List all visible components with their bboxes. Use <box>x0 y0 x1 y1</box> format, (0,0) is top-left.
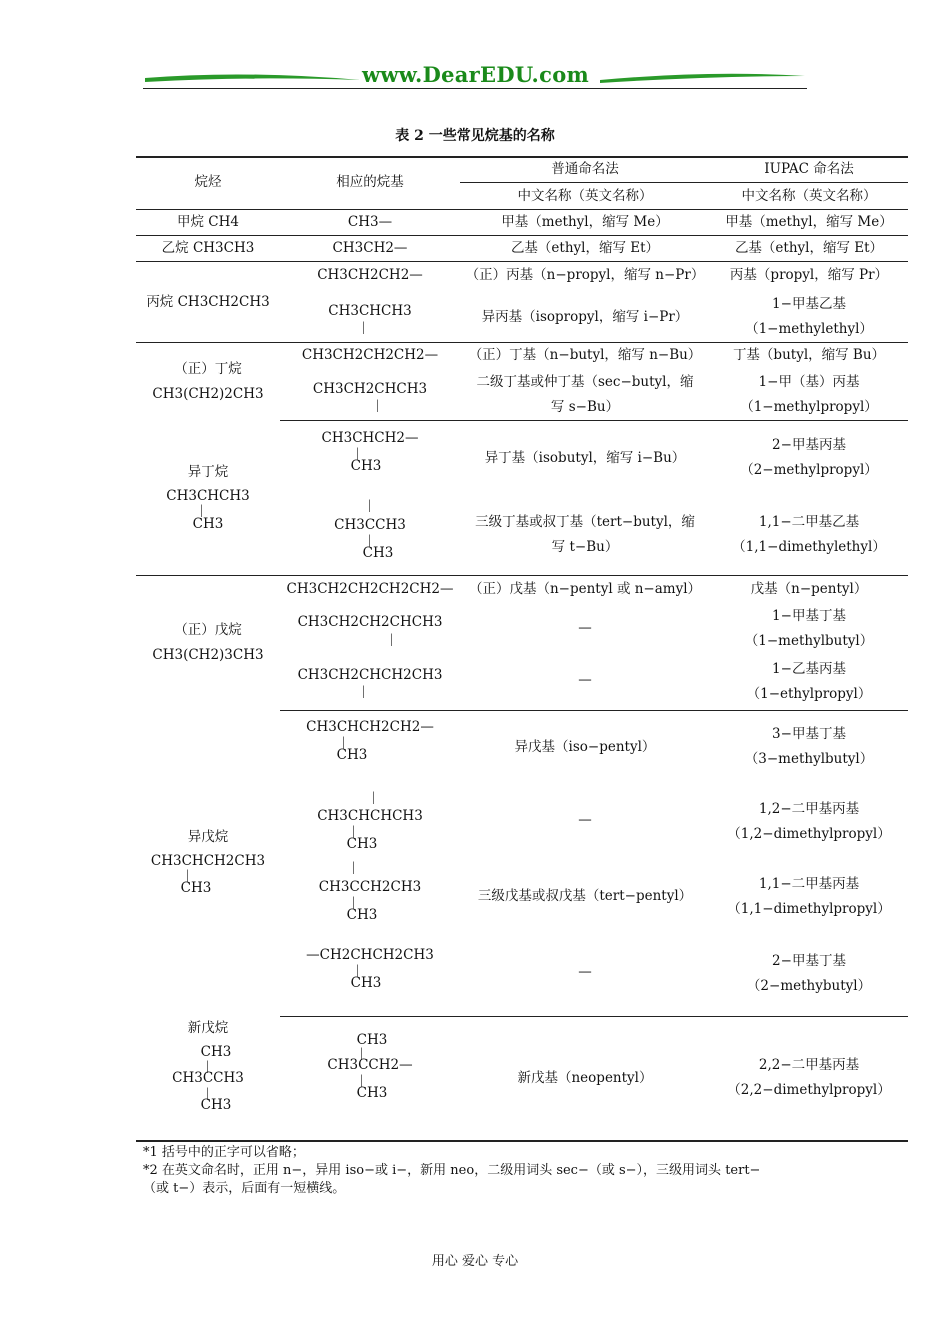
table-bottom-rule <box>136 1140 908 1142</box>
common-propyl: （正）丙基（n−propyl，缩写 n−Pr） <box>465 267 705 283</box>
iupac-1-ethylpropyl-en: （1−ethylpropyl） <box>746 686 872 702</box>
common-pentyl: （正）戊基（n−pentyl 或 n−amyl） <box>468 581 702 597</box>
footnote-2: *2 在英文命名时，正用 n−，异用 iso−或 i−，新用 neo，二级用词头 sec−（或 s−），三级用词头 tert− <box>143 1163 761 1178</box>
iupac-propyl: 丙基（propyl，缩写 Pr） <box>729 267 889 283</box>
common-ethyl: 乙基（ethyl，缩写 Et） <box>510 240 660 256</box>
alkyl-tert-butyl-branch: CH3 <box>362 545 394 561</box>
alkyl-sec-butyl: CH3CH2CHCH3 <box>312 381 428 397</box>
iupac-tert-pentyl-en: （1,1−dimethylpropyl） <box>727 901 891 917</box>
alkane-isobutane-branch: CH3 <box>192 516 224 532</box>
alkyl-2-methylbutyl: —CH2CHCH2CH3 <box>306 947 434 963</box>
iupac-isopropyl-cn: 1−甲基乙基 <box>772 296 846 312</box>
iupac-methyl: 甲基（methyl，缩写 Me） <box>725 214 893 230</box>
bond-stub: | <box>356 963 359 978</box>
header-alkyl: 相应的烷基 <box>336 174 404 190</box>
iupac-1-methylbutyl-en: （1−methylbutyl） <box>744 633 874 649</box>
iupac-1-ethylpropyl-cn: 1−乙基丙基 <box>772 661 846 677</box>
alkyl-isopropyl: CH3CHCH3 <box>328 303 412 319</box>
iupac-neopentyl-cn: 2,2−二甲基丙基 <box>758 1057 860 1073</box>
alkyl-methyl: CH3— <box>347 214 393 230</box>
alkyl-tert-pentyl: CH3CCH2CH3 <box>318 879 422 895</box>
bond-stub: | <box>186 868 189 883</box>
common-tert-pentyl: 三级戊基或叔戊基（tert−pentyl） <box>477 888 693 904</box>
bond-stub: | <box>342 735 345 750</box>
row-rule <box>136 575 908 576</box>
bond-stub: | <box>200 503 203 518</box>
alkyl-pentyl: CH3CH2CH2CH2CH2— <box>286 581 454 597</box>
alkane-propane: 丙烷 CH3CH2CH3 <box>146 294 270 310</box>
alkane-pentane-formula: CH3(CH2)3CH3 <box>152 647 264 663</box>
alkyl-neopentyl-bottom: CH3 <box>356 1085 388 1101</box>
iupac-isopentyl-cn: 3−甲基丁基 <box>772 726 846 742</box>
row-rule <box>280 1016 908 1017</box>
footnote-1: *1 括号中的正字可以省略； <box>143 1145 305 1160</box>
iupac-pentyl: 戊基（n−pentyl） <box>750 581 868 597</box>
bond-stub: | <box>360 1073 363 1088</box>
iupac-1-2-dimethylpropyl-cn: 1,2−二甲基丙基 <box>758 801 860 817</box>
common-neopentyl: 新戊基（neopentyl） <box>517 1070 653 1086</box>
bond-stub: | <box>376 398 379 413</box>
bond-stub: | <box>352 860 355 875</box>
iupac-tert-butyl-cn: 1,1−二甲基乙基 <box>758 514 860 530</box>
iupac-1-methylbutyl-cn: 1−甲基丁基 <box>772 608 846 624</box>
common-sec-butyl-a: 二级丁基或仲丁基（sec−butyl，缩 <box>476 374 694 390</box>
header-iupac: IUPAC 命名法 <box>764 161 854 177</box>
bond-stub: | <box>368 533 371 548</box>
bond-stub: | <box>362 684 365 699</box>
bond-stub: | <box>360 1046 363 1061</box>
site-logo: www.DearEDU.com <box>361 62 590 87</box>
alkane-isobutane-formula: CH3CHCH3 <box>166 488 250 504</box>
alkane-isopentane-name: 异戊烷 <box>187 829 229 845</box>
common-isopentyl: 异戊基（iso−pentyl） <box>514 739 656 755</box>
alkane-butane-formula: CH3(CH2)2CH3 <box>152 386 264 402</box>
alkane-ethane: 乙烷 CH3CH3 <box>161 240 255 256</box>
bond-stub: | <box>372 790 375 805</box>
bond-stub: | <box>356 446 359 461</box>
iupac-2-methylbutyl-cn: 2−甲基丁基 <box>772 953 846 969</box>
alkyl-ethyl: CH3CH2— <box>332 240 408 256</box>
alkyl-isopentyl-branch: CH3 <box>336 747 368 763</box>
iupac-tert-butyl-en: （1,1−dimethylethyl） <box>732 539 886 555</box>
common-tert-butyl-a: 三级丁基或叔丁基（tert−butyl，缩 <box>475 514 695 530</box>
alkyl-tert-pentyl-branch: CH3 <box>346 907 378 923</box>
iupac-isopropyl-en: （1−methylethyl） <box>745 321 873 337</box>
alkane-butane-name: （正）丁烷 <box>174 361 242 377</box>
header-subrule <box>460 182 908 183</box>
alkane-neopentane-name: 新戊烷 <box>187 1020 229 1036</box>
iupac-butyl: 丁基（butyl，缩写 Bu） <box>732 347 886 363</box>
common-sec-butyl-b: 写 s−Bu） <box>550 399 620 415</box>
row-rule <box>280 420 908 421</box>
alkyl-tert-butyl: CH3CCH3 <box>334 517 406 533</box>
alkane-isobutane-name: 异丁烷 <box>187 464 229 480</box>
alkane-methane: 甲烷 CH4 <box>177 214 239 230</box>
common-methyl: 甲基（methyl，缩写 Me） <box>501 214 669 230</box>
left-swoosh-graphic <box>145 70 360 84</box>
alkyl-neopentyl: CH3CCH2— <box>327 1057 413 1073</box>
header-alkane: 烷烃 <box>194 174 222 190</box>
alkyl-propyl: CH3CH2CH2— <box>317 267 423 283</box>
alkyl-isobutyl: CH3CHCH2— <box>321 430 419 446</box>
bond-stub: | <box>352 895 355 910</box>
common-1-2-dimethylpropyl: — <box>578 812 592 828</box>
iupac-neopentyl-en: （2,2−dimethylpropyl） <box>727 1082 891 1098</box>
common-2-methylbutyl: — <box>578 964 592 980</box>
alkane-neopentane-bottom: CH3 <box>200 1097 232 1113</box>
alkyl-isobutyl-branch: CH3 <box>350 458 382 474</box>
footnote-2-cont: （或 t−）表示，后面有一短横线。 <box>143 1181 346 1196</box>
alkyl-1-2-dimethylpropyl: CH3CHCHCH3 <box>317 808 423 824</box>
row-rule <box>280 710 908 711</box>
alkane-neopentane-top: CH3 <box>200 1044 232 1060</box>
bond-stub: | <box>206 1059 209 1074</box>
alkyl-1-ethylpropyl: CH3CH2CHCH2CH3 <box>297 667 443 683</box>
iupac-1-2-dimethylpropyl-en: （1,2−dimethylpropyl） <box>727 826 891 842</box>
alkyl-butyl: CH3CH2CH2CH2— <box>301 347 439 363</box>
header-common: 普通命名法 <box>551 161 619 177</box>
bond-stub: | <box>206 1086 209 1101</box>
iupac-sec-butyl-en: （1−methylpropyl） <box>740 399 878 415</box>
site-banner <box>143 62 807 92</box>
iupac-ethyl: 乙基（ethyl，缩写 Et） <box>734 240 884 256</box>
header-common-sub: 中文名称（英文名称） <box>517 188 653 204</box>
header-iupac-sub: 中文名称（英文名称） <box>741 188 877 204</box>
iupac-tert-pentyl-cn: 1,1−二甲基丙基 <box>758 876 860 892</box>
iupac-isobutyl-en: （2−methylpropyl） <box>740 462 878 478</box>
common-butyl: （正）丁基（n−butyl，缩写 n−Bu） <box>468 347 702 363</box>
table-title: 表 2 一些常见烷基的名称 <box>395 128 555 144</box>
alkane-neopentane-formula: CH3CCH3 <box>172 1070 244 1086</box>
banner-divider <box>143 88 807 89</box>
common-tert-butyl-b: 写 t−Bu） <box>551 539 619 555</box>
alkane-pentane-name: （正）戊烷 <box>174 622 242 638</box>
alkyl-2-methylbutyl-branch: CH3 <box>350 975 382 991</box>
common-1-methylbutyl: — <box>578 620 592 636</box>
iupac-isopentyl-en: （3−methylbutyl） <box>744 751 874 767</box>
bond-stub: | <box>368 498 371 513</box>
bond-stub: | <box>390 632 393 647</box>
right-swoosh-graphic <box>600 70 805 84</box>
alkyl-neopentyl-top: CH3 <box>356 1032 388 1048</box>
iupac-isobutyl-cn: 2−甲基丙基 <box>772 437 846 453</box>
iupac-2-methylbutyl-en: （2−methybutyl） <box>746 978 872 994</box>
iupac-sec-butyl-cn: 1−甲（基）丙基 <box>758 374 860 390</box>
alkyl-1-2-dimethylpropyl-branch: CH3 <box>346 836 378 852</box>
alkyl-1-methylbutyl: CH3CH2CH2CHCH3 <box>297 614 443 630</box>
row-rule <box>136 261 908 262</box>
bond-stub: | <box>362 320 365 335</box>
common-isobutyl: 异丁基（isobutyl，缩写 i−Bu） <box>484 450 686 466</box>
bond-stub: | <box>352 824 355 839</box>
alkane-isopentane-formula: CH3CHCH2CH3 <box>150 853 266 869</box>
page-footer: 用心 爱心 专心 <box>431 1254 519 1269</box>
common-isopropyl: 异丙基（isopropyl，缩写 i−Pr） <box>481 309 689 325</box>
alkyl-isopentyl: CH3CHCH2CH2— <box>306 719 434 735</box>
alkane-isopentane-branch: CH3 <box>180 880 212 896</box>
common-1-ethylpropyl: — <box>578 672 592 688</box>
